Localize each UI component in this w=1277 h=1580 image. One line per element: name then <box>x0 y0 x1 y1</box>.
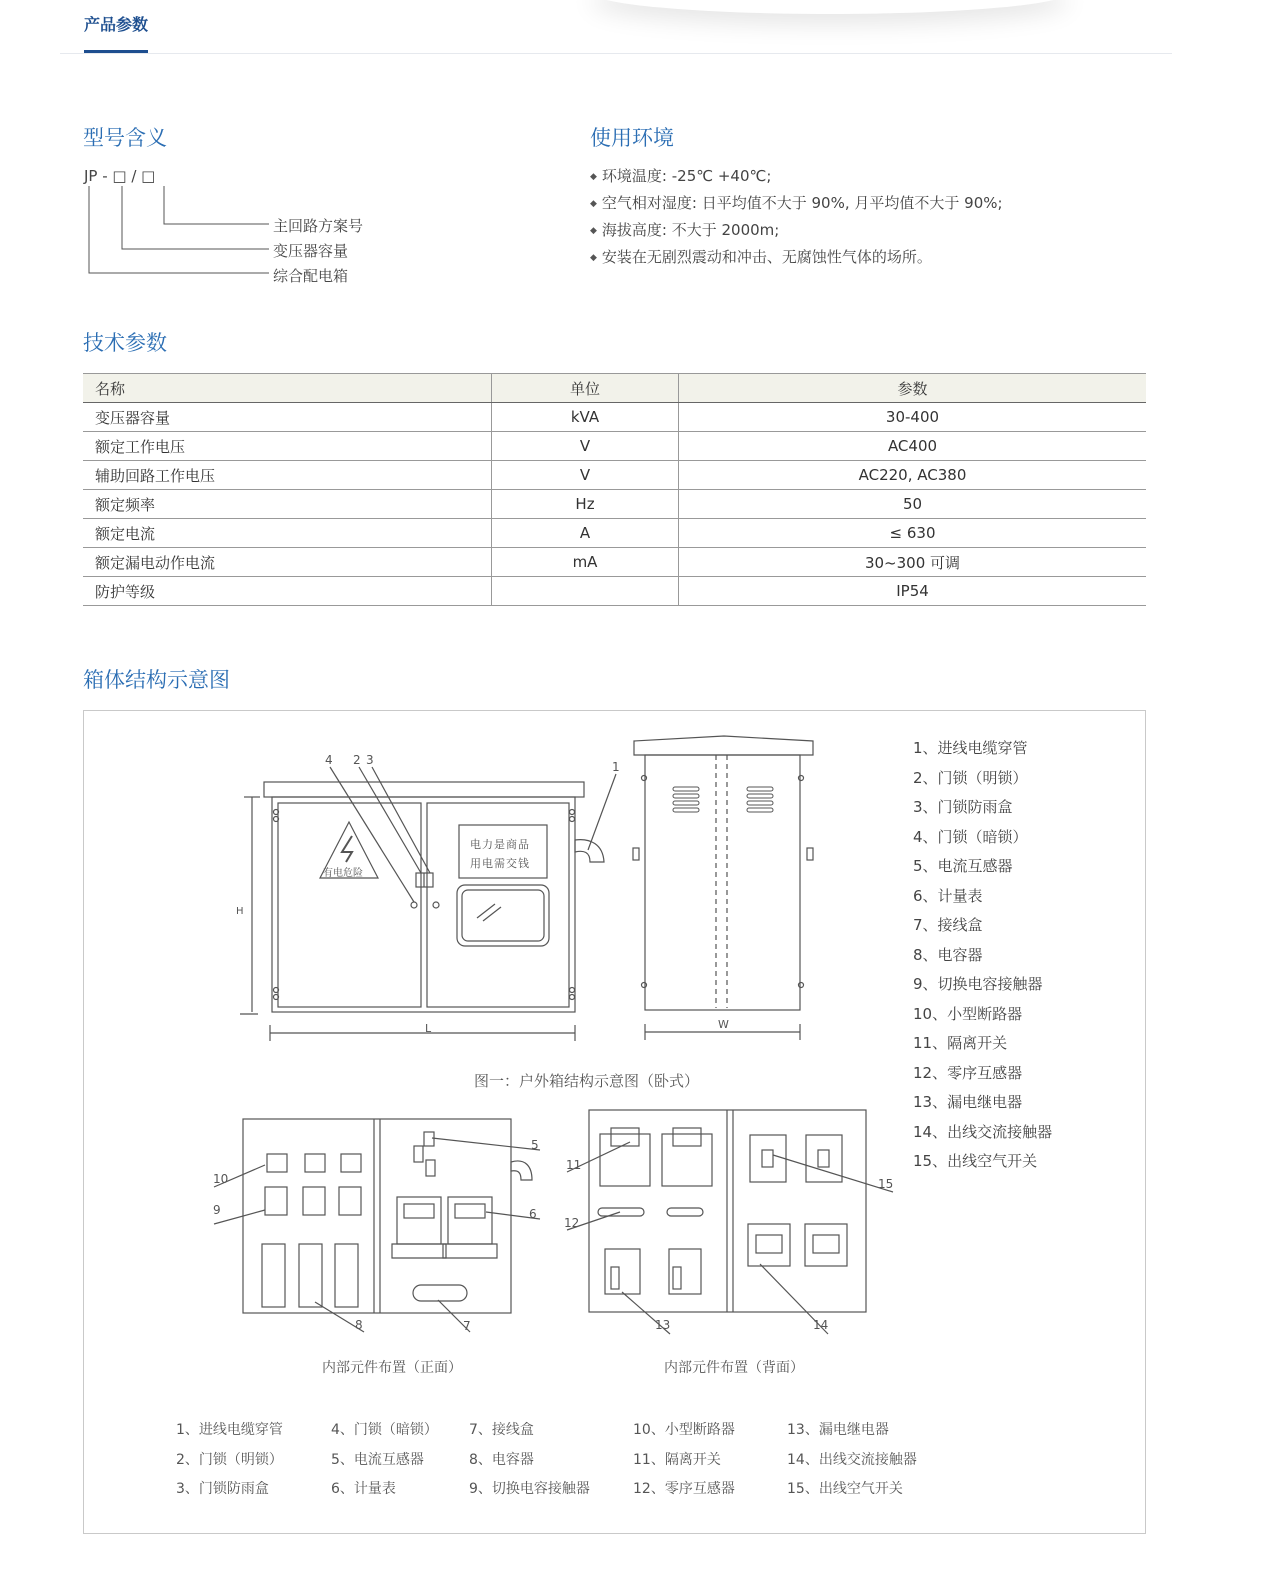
sign-line-2: 用电需交钱 <box>470 857 530 870</box>
cell-value: ≤ 630 <box>679 519 1147 548</box>
callout-14: 14 <box>813 1318 829 1332</box>
cell-name: 额定工作电压 <box>83 432 492 461</box>
cell-value: 30-400 <box>679 403 1147 432</box>
env-item: ◆ 安装在无剧烈震动和冲击、无腐蚀性气体的场所。 <box>590 247 1003 274</box>
legend-bottom-col4 <box>633 1419 735 1508</box>
legend-item: 13、漏电继电器 <box>913 1093 1023 1111</box>
cell-name: 额定电流 <box>83 519 492 548</box>
callout-6: 6 <box>529 1207 537 1221</box>
legend-item: 3、门锁防雨盒 <box>913 798 1013 816</box>
cell-name: 额定频率 <box>83 490 492 519</box>
legend-item: 9、切换电容接触器 <box>469 1481 590 1497</box>
structure-title: 箱体结构示意图 <box>83 668 230 692</box>
callout-4: 4 <box>325 753 333 767</box>
legend-item: 11、隔离开关 <box>913 1034 1008 1052</box>
legend-bottom-col3 <box>469 1419 590 1508</box>
legend-bottom-col1 <box>176 1419 283 1508</box>
dimension-h-label: H <box>236 906 244 917</box>
cell-name: 辅助回路工作电压 <box>83 461 492 490</box>
legend-item: 2、门锁（明锁） <box>176 1451 283 1468</box>
cell-unit: mA <box>492 548 679 577</box>
env-item: ◆ 空气相对湿度: 日平均值不大于 90%, 月平均值不大于 90%; <box>590 193 1003 220</box>
legend-item: 3、门锁防雨盒 <box>176 1481 269 1497</box>
legend-item: 6、计量表 <box>331 1481 396 1497</box>
caption-back: 内部元件布置（背面） <box>664 1360 804 1376</box>
cell-unit: V <box>492 432 679 461</box>
legend-item: 15、出线空气开关 <box>787 1481 903 1497</box>
legend-item: 6、计量表 <box>913 886 983 905</box>
legend-item: 4、门锁（暗锁） <box>331 1422 438 1438</box>
callout-7: 7 <box>463 1319 471 1333</box>
legend-item: 2、门锁（明锁） <box>913 768 1028 787</box>
cell-unit: Hz <box>492 490 679 519</box>
tab-product-params[interactable]: 产品参数 <box>84 15 149 34</box>
legend-item: 1、进线电缆穿管 <box>913 739 1028 757</box>
callout-15: 15 <box>878 1177 894 1191</box>
legend-item: 4、门锁（暗锁） <box>913 827 1028 846</box>
model-part-box: 综合配电箱 <box>273 267 349 285</box>
callout-5: 5 <box>531 1138 539 1152</box>
caption-front: 内部元件布置（正面） <box>322 1360 462 1376</box>
model-part-scheme: 主回路方案号 <box>273 217 364 235</box>
col-header-value: 参数 <box>679 374 1147 403</box>
cell-value: 50 <box>679 490 1147 519</box>
callout-12: 12 <box>564 1216 580 1230</box>
sign-line-1: 电力是商品 <box>470 838 530 851</box>
callout-13: 13 <box>655 1318 671 1332</box>
cell-name: 变压器容量 <box>83 403 492 432</box>
cell-value: 30~300 可调 <box>679 548 1147 577</box>
col-header-unit: 单位 <box>492 374 679 403</box>
legend-item: 11、隔离开关 <box>633 1451 721 1468</box>
model-code: JP - □ / □ <box>84 167 156 185</box>
figure-caption-1: 图一：户外箱结构示意图（卧式） <box>474 1072 700 1090</box>
legend-bottom-col5 <box>787 1419 917 1508</box>
model-title: 型号含义 <box>83 126 167 150</box>
callout-10: 10 <box>213 1172 229 1186</box>
cell-value: AC400 <box>679 432 1147 461</box>
legend-item: 8、电容器 <box>913 945 983 964</box>
legend-item: 10、小型断路器 <box>633 1422 735 1438</box>
callout-2: 2 <box>353 753 361 767</box>
legend-item: 9、切换电容接触器 <box>913 975 1043 993</box>
legend-item: 5、电流互感器 <box>913 857 1013 875</box>
dimension-w-label: W <box>718 1018 729 1031</box>
legend-item: 12、零序互感器 <box>913 1063 1023 1082</box>
dimension-l-label: L <box>425 1022 432 1035</box>
callout-11: 11 <box>566 1158 582 1172</box>
legend-item: 14、出线交流接触器 <box>913 1122 1053 1141</box>
tech-title: 技术参数 <box>83 331 167 355</box>
legend-item: 7、接线盒 <box>913 916 983 934</box>
col-header-name: 名称 <box>83 374 492 403</box>
model-part-capacity: 变压器容量 <box>273 242 349 260</box>
legend-item: 13、漏电继电器 <box>787 1422 889 1438</box>
warning-label: 有电危险 <box>323 868 363 879</box>
legend-item: 15、出线空气开关 <box>913 1152 1038 1170</box>
callout-9: 9 <box>213 1203 221 1217</box>
cell-name: 防护等级 <box>83 577 492 606</box>
cell-unit: A <box>492 519 679 548</box>
legend-item: 14、出线交流接触器 <box>787 1451 917 1468</box>
callout-1: 1 <box>612 760 620 774</box>
cell-unit: V <box>492 461 679 490</box>
env-item: ◆ 环境温度: -25℃ +40℃; <box>590 166 1003 193</box>
legend-right <box>913 737 1052 1180</box>
legend-item: 8、电容器 <box>469 1451 534 1468</box>
cell-unit: kVA <box>492 403 679 432</box>
legend-item: 10、小型断路器 <box>913 1004 1023 1023</box>
legend-item: 1、进线电缆穿管 <box>176 1422 283 1438</box>
cell-value: AC220, AC380 <box>679 461 1147 490</box>
env-title: 使用环境 <box>590 126 674 150</box>
cell-value: IP54 <box>679 577 1147 606</box>
legend-item: 7、接线盒 <box>469 1422 534 1438</box>
legend-item: 5、电流互感器 <box>331 1451 424 1468</box>
legend-bottom-col2 <box>331 1419 438 1508</box>
callout-8: 8 <box>355 1318 363 1332</box>
legend-item: 12、零序互感器 <box>633 1481 735 1497</box>
env-item: ◆ 海拔高度: 不大于 2000m; <box>590 220 1003 247</box>
cell-name: 额定漏电动作电流 <box>83 548 492 577</box>
callout-3: 3 <box>366 753 374 767</box>
